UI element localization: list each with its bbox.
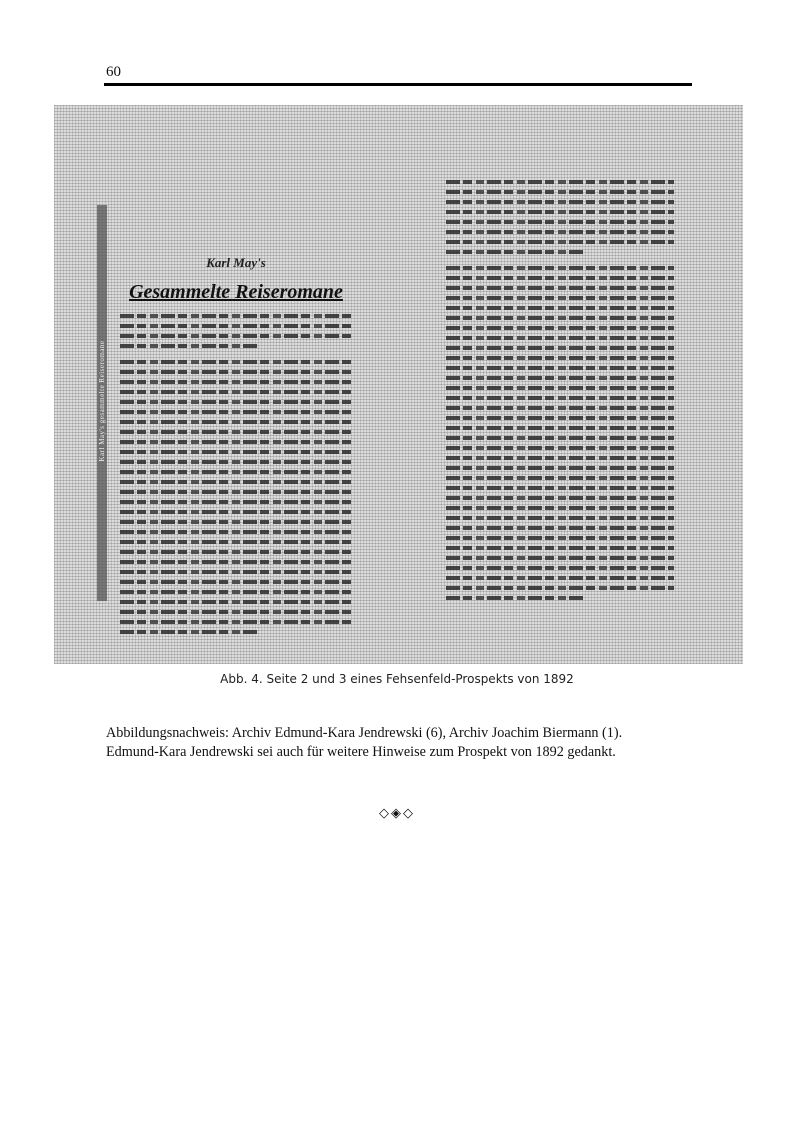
- prospectus-right-page: [446, 180, 674, 606]
- header-rule: [104, 83, 692, 86]
- spine-text: Karl May's gesammelte Reiseromane: [98, 340, 106, 462]
- credits-line-2: Edmund-Kara Jendrewski sei auch für weitere Hinweise zum Prospekt von 1892 gedankt.: [106, 744, 616, 760]
- prospectus-spine: [97, 205, 107, 601]
- prospectus-title: Gesammelte Reiseromane: [129, 281, 343, 303]
- section-ornament: ◇◈◇: [379, 806, 415, 821]
- prospectus-author: Karl May's: [206, 255, 266, 270]
- text-block: [120, 314, 352, 634]
- credits-line-1: Abbildungsnachweis: Archiv Edmund-Kara Jendrewski (6), Archiv Joachim Biermann (1).: [106, 725, 623, 741]
- figure-caption: Abb. 4. Seite 2 und 3 eines Fehsenfeld-Prospekts von 1892: [220, 672, 574, 686]
- page-number: 60: [106, 64, 121, 80]
- image-credits: [106, 724, 706, 762]
- prospectus-left-page: [120, 255, 352, 640]
- text-block: [446, 180, 674, 600]
